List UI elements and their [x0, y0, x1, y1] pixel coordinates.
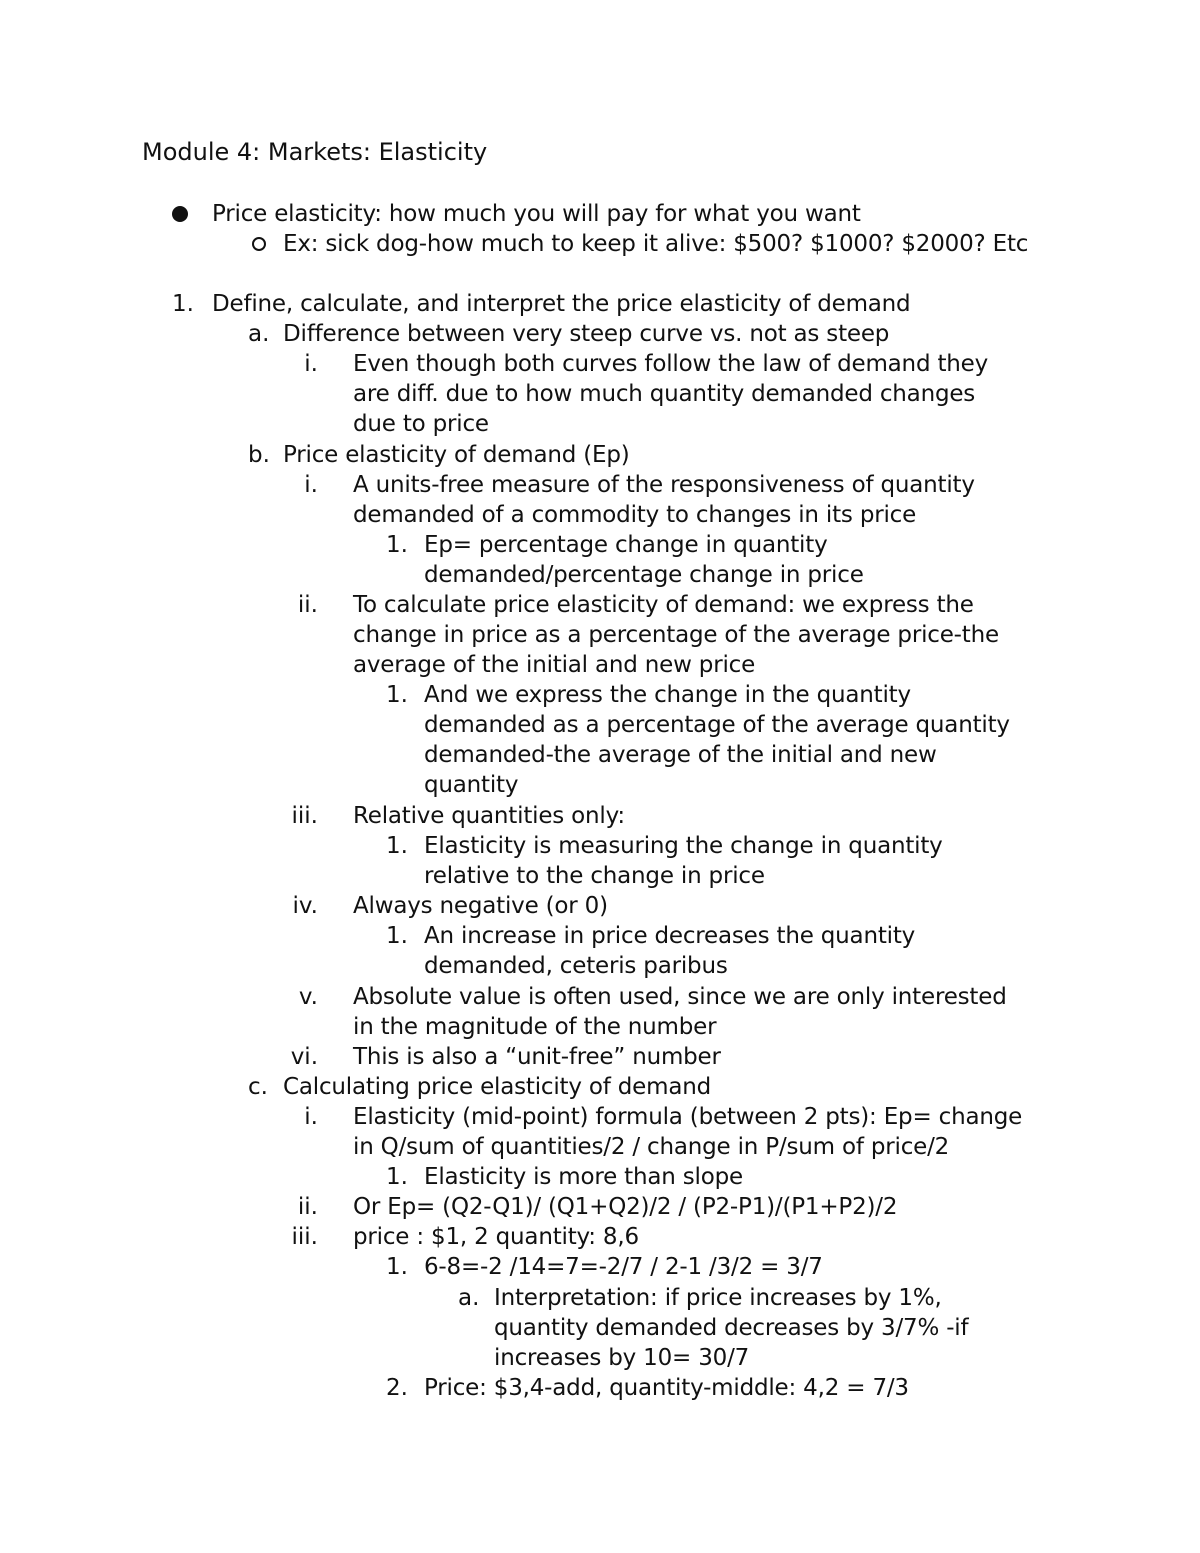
list-item: 6-8=-2 /14=7=-2/7 / 2-1 /3/2 = 3/7: [424, 1254, 823, 1280]
list-marker: vi.: [290, 1044, 318, 1070]
list-marker: 1.: [386, 923, 408, 949]
list-item: price : $1, 2 quantity: 8,6: [353, 1224, 639, 1250]
list-item: Elasticity is measuring the change in quantity: [424, 833, 943, 859]
list-item-line: relative to the change in price: [424, 863, 765, 889]
list-marker: v.: [298, 984, 318, 1010]
list-marker: iii.: [291, 1224, 318, 1250]
list-item: Interpretation: if price increases by 1%,: [494, 1285, 942, 1311]
list-marker: i.: [304, 1104, 318, 1130]
list-marker: i.: [304, 351, 318, 377]
list-item: Price: $3,4-add, quantity-middle: 4,2 = 7/3: [424, 1375, 909, 1401]
list-item: Absolute value is often used, since we are only interested: [353, 984, 1007, 1010]
list-item: Ex: sick dog-how much to keep it alive: $500? $1000? $2000? Etc: [283, 231, 1029, 257]
list-marker: 2.: [386, 1375, 408, 1401]
list-item-line: are diff. due to how much quantity demanded changes: [353, 381, 976, 407]
list-item-line: demanded/percentage change in price: [424, 562, 864, 588]
list-item: And we express the change in the quantity: [424, 682, 911, 708]
list-marker: a.: [458, 1285, 480, 1311]
list-item: Even though both curves follow the law of demand they: [353, 351, 989, 377]
list-item: Elasticity is more than slope: [424, 1164, 743, 1190]
list-marker: ii.: [297, 1194, 318, 1220]
list-marker: 1.: [172, 291, 194, 317]
bullet-dot-icon: [172, 206, 188, 222]
list-marker: 1.: [386, 682, 408, 708]
list-item: Define, calculate, and interpret the price elasticity of demand: [212, 291, 911, 317]
list-item-line: demanded of a commodity to changes in its price: [353, 502, 917, 528]
list-item: Price elasticity of demand (Ep): [283, 442, 630, 468]
list-item-line: increases by 10= 30/7: [494, 1345, 750, 1371]
list-item: Ep= percentage change in quantity: [424, 532, 828, 558]
list-item-line: in Q/sum of quantities/2 / change in P/sum of price/2: [353, 1134, 950, 1160]
list-marker: c.: [248, 1074, 268, 1100]
list-item: Always negative (or 0): [353, 893, 608, 919]
bullet-circle-icon: [252, 237, 266, 251]
list-item-line: quantity demanded decreases by 3/7% -if: [494, 1315, 969, 1341]
list-item: Price elasticity: how much you will pay for what you want: [212, 201, 861, 227]
list-item-line: change in price as a percentage of the average price-the: [353, 622, 999, 648]
list-item-line: average of the initial and new price: [353, 652, 756, 678]
list-marker: b.: [248, 442, 270, 468]
list-item: A units-free measure of the responsiveness of quantity: [353, 472, 975, 498]
list-marker: 1.: [386, 1254, 408, 1280]
list-item: To calculate price elasticity of demand: we express the: [353, 592, 974, 618]
list-item: Calculating price elasticity of demand: [283, 1074, 712, 1100]
list-marker: iv.: [292, 893, 318, 919]
list-marker: ii.: [297, 592, 318, 618]
list-item: Or Ep= (Q2-Q1)/ (Q1+Q2)/2 / (P2-P1)/(P1+P2)/2: [353, 1194, 898, 1220]
list-item-line: demanded as a percentage of the average quantity: [424, 712, 1010, 738]
list-item-line: demanded, ceteris paribus: [424, 953, 728, 979]
list-item: Relative quantities only:: [353, 803, 625, 829]
list-item-line: due to price: [353, 411, 489, 437]
page-title: Module 4: Markets: Elasticity: [142, 138, 488, 166]
list-item-line: in the magnitude of the number: [353, 1014, 717, 1040]
list-item-line: quantity: [424, 772, 519, 798]
list-marker: 1.: [386, 1164, 408, 1190]
list-marker: 1.: [386, 532, 408, 558]
list-item: Elasticity (mid-point) formula (between 2 pts): Ep= change: [353, 1104, 1023, 1130]
list-item: Difference between very steep curve vs. not as steep: [283, 321, 890, 347]
list-marker: i.: [304, 472, 318, 498]
list-marker: a.: [248, 321, 270, 347]
list-item: This is also a “unit-free” number: [353, 1044, 721, 1070]
list-marker: 1.: [386, 833, 408, 859]
list-item-line: demanded-the average of the initial and new: [424, 742, 937, 768]
list-marker: iii.: [291, 803, 318, 829]
list-item: An increase in price decreases the quantity: [424, 923, 916, 949]
